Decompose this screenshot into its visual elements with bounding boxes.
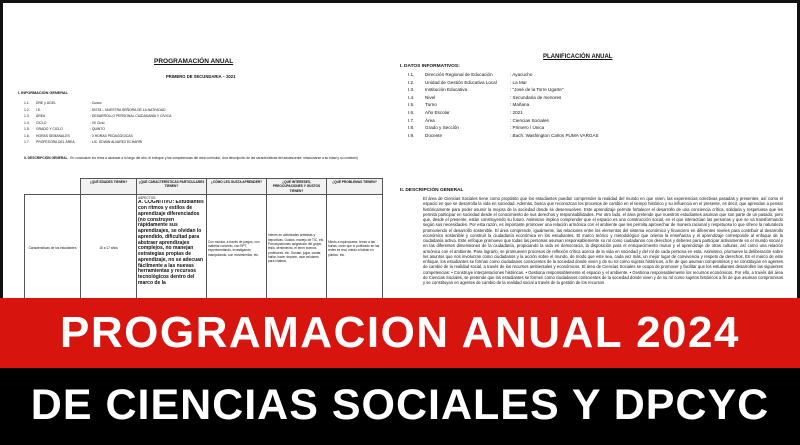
datos-label: Unidad de Gestión Educativa Local [425,79,497,85]
info-label: I.E. [36,107,42,112]
datos-num: I.2. [408,79,415,85]
learning-cell: Con música, a través de juegos, con material concreto, con RPT, experimentando, investigando, manipulando, con movimientos, etc. [207,194,267,302]
datos-row [408,102,670,110]
characteristics-cell [137,194,207,302]
title-banner [0,298,800,445]
table-row [25,194,383,302]
info-value: : LIC. EDWIN ALVAREZ ECHARRI [90,140,143,144]
datos-value: : 2021 [510,109,523,115]
table-header: ¿QUÉ PROBLEMAS TIENEN? [327,179,383,195]
left-desc-heading: II. DESCRIPCIÓN GENERAL [24,156,68,160]
datos-value: : Mañana [510,102,530,108]
info-value: : 3 HORAS PEDAGÓGICAS [90,133,133,138]
info-num: 1.3. [24,114,30,118]
datos-label: Dirección Regional de Educación [425,72,493,77]
datos-row [408,80,670,88]
info-num: 1.1. [24,101,30,105]
datos-num: I.3. [408,87,415,93]
right-document-page [398,48,790,298]
info-row [24,140,264,147]
datos-label: Área [425,117,435,123]
info-value: : QUINTO [90,127,106,131]
datos-label: Nivel [425,94,436,100]
datos-row [408,125,670,133]
age-cell: 15 a 17 años [81,194,137,302]
table-header: ¿QUÉ INTERESES, PREOCUPACIONES Y GUSTOS TIENEN? [267,179,327,195]
datos-num: I.8. [408,125,415,131]
left-page-subtitle: PRIMERO DE SECUNDARIA – 2021 [166,74,236,79]
info-value: : DESARROLLO PERSONAL CIUDADANÍA Y CÍVICA [90,114,172,118]
left-info-list [24,101,264,147]
table-corner [25,179,81,195]
datos-value: : Primero / Única [510,125,545,131]
info-label: CICLO [36,120,47,125]
info-num: 1.4. [24,120,30,125]
info-label: ÁREA [36,114,46,118]
datos-label: Turno [425,102,437,108]
info-label: GRADO Y CICLO [36,127,63,131]
info-value: : 50733 – NUESTRA SEÑORA DE LA NATIVIDAD [90,107,166,112]
datos-num: I.7. [408,117,415,123]
datos-label: Grado y Sección [425,125,459,131]
right-page-title: PLANIFICACIÓN ANUAL [543,54,613,60]
banner-line-1: PROGRAMACION ANUAL 2024 [0,298,800,368]
left-info-heading: I. INFORMACIÓN GENERAL [18,91,68,95]
left-desc-text: : En conclusión los retos a alcanzar a lo largo del año, el enfoque y las competencias del área curricular. Una descripción de las características del adolescente: relacionarse a su edad y su contexto) [68,156,358,160]
table-header: ¿CÓMO LES GUSTA APRENDER? [207,179,267,195]
table-header-row [25,179,383,195]
info-label: HORAS SEMANALES [36,133,70,138]
right-datos-heading: I. DATOS INFORMATIVOS: [400,64,460,69]
left-page-title: PROGRAMACIÓN ANUAL [154,58,234,65]
left-desc-block [24,156,382,160]
datos-value: : Ayacucho [510,72,533,77]
datos-row [408,87,670,95]
right-desc-text: El área de Ciencias Sociales tiene como propósito que los estudiantes puedan comprender la realidad del mundo en que viven, las experiencias colectivas pasadas y presentes, así como el espacio en que se desarrolla la vida en sociedad. Además, busca que reconozcan los procesos de cambio en el tiempo histórico y su influencia en el presente, es decir, que aprendan a pensar históricamente para poder asumir la mejora de la sociedad donde se desenvuelven. Este aprendizaje permite fortalecer el desarrollo de una conciencia crítica, solidaria y respetuosa que les permita participar en sociedad desde el conocimiento de sus derechos y responsabilidades. Por otro lado, el área pretende que nuestros estudiantes asuman que son parte de un pasado, pero que, desde el presente, están construyendo su futuro. Asimismo implica comprender que el espacio es una construcción social, en el que interactúan las personas y que se va transformando según sus necesidades. Por esta razón, es importante promover una relación armónica con el ambiente que les permita aprovechar de manera racional y respetuosa lo que ofrece la naturaleza promoviendo el desarrollo sostenible. El área comprende, igualmente, las relaciones entre los elementos del sistema económico y financiero en diferentes niveles para contribuir al desarrollo económico sostenible y construir la ciudadanía económica en los estudiantes. El marco teórico y metodológico que orienta la enseñanza y el aprendizaje corresponde al enfoque de la ciudadanía activa. Este enfoque promueve que todas las personas asuman responsablemente su rol como ciudadanos con derechos y deberes para participar activamente en el mundo social y en las diferentes dimensiones de la ciudadanía, propiciando la vida en democracia, la disposición para el enriquecimiento mutuo y el aprendizaje de otras culturas, así como una relación armónica con el ambiente. Para lograrlo, se promueven procesos de reflexión crítica acerca de la vida en sociedad y del rol de cada persona en esta. Asimismo, promueve la deliberación sobre los asuntos que nos involucran como ciudadanos y la acción sobre el mundo, de modo que este sea, cada vez más, un mejor lugar de convivencia y respeto de derechos. En el marco de este enfoque, los estudiantes se forman como ciudadanos conscientes de la sociedad donde viven y de su rol como sujetos históricos, a fin de que asuman compromisos y se constituyan en agentes de cambio de la realidad social, a través de los recursos ambientales y económicos. El área de Ciencias Sociales se ocupa de promover y facilitar que los estudiantes desarrollen las siguientes competencias: • Construye interpretaciones históricas. • Gestiona responsablemente el espacio y el ambiente. • Gestiona responsablemente los recursos económicos. Por ello, a través del área de Ciencias Sociales, se pretende que los estudiantes se formen como ciudadanos conscientes de la sociedad donde viven y de su rol como sujetos históricos a fin de que asuman compromisos y se constituyan en agentes de cambio de la realidad social a través de la gestión de los recursos [423,196,783,285]
info-label: PROFESORA DEL ÁREA [36,140,75,144]
table-header: ¿QUÉ EDADES TIENEN? [81,179,137,195]
cognitive-text: A. COGNITIVO: Estudiantes con ritmos y estilos de aprendizaje diferenciados (no construyen rápidamente sus aprendizajes, se olvidan lo aprendido, dificultad para abstraer aprendizajes complejos, no manejan estrategias propias de aprendizaje, no se adecuan fácilmente a las nuevas herramientas y recursos tecnológicos dentro del marco de la [138,200,204,286]
problems-cell: Miedo a equivocarse, temor a las burlas, creer que lo publicado en las redes es real, miedo a hablar en público, etc. [327,194,383,302]
datos-value: : Bach. Washington Carlos PUMA VARGAS [510,132,599,138]
datos-label: Año Escolar [425,109,450,115]
datos-label: Docente [425,132,443,138]
info-value: : VII Ciclo [90,120,105,125]
student-characteristics-table [24,178,383,303]
interests-cell: Interés en actividades artísticas y deportivas. Gustos, manejo de TIC, etc. Preocupaciones asignación del grupo, tesis, sentimiento, el tener buenos profesores, etc. Gustan: jugar, cantar, bailar, hacer deporte, usar celulares para chatear, [267,194,327,302]
datos-num: I.6. [408,109,415,115]
banner-line-2: DE CIENCIAS SOCIALES Y DPCYC [0,368,800,445]
datos-num: I.4. [408,94,415,100]
datos-row [408,133,670,141]
datos-row [408,110,670,118]
aspects-label: ASPECTOS: [138,195,157,200]
info-num: 1.6. [24,133,30,138]
datos-value: : La Mar [510,79,527,85]
info-num: 1.2. [24,107,30,112]
datos-value: : Ciencias Sociales [510,117,549,123]
table-header: ¿QUÉ CARACTERÍSTICAS PARTICULARES TIENEN? [137,179,207,195]
info-label: DRE y UGEL [36,101,56,105]
datos-label: Institución Educativa [425,87,468,93]
info-value: : Cusco [90,101,102,105]
row-label: Características de los estudiantes [25,194,81,302]
datos-value: : "José de la Torre Ugarte" [510,87,564,93]
datos-value: : Secundaria de menores [510,94,562,100]
datos-row [408,72,670,80]
datos-num: I.5. [408,102,415,108]
left-document-page [14,48,386,298]
info-num: 1.5. [24,127,30,131]
datos-num: I.1. [408,72,415,77]
datos-num: I.9. [408,132,415,138]
datos-row [408,95,670,103]
right-datos-list [408,72,670,140]
right-desc-heading: II. DESCRIPCIÓN GENERAL [400,188,464,193]
info-num: 1.7. [24,140,30,144]
